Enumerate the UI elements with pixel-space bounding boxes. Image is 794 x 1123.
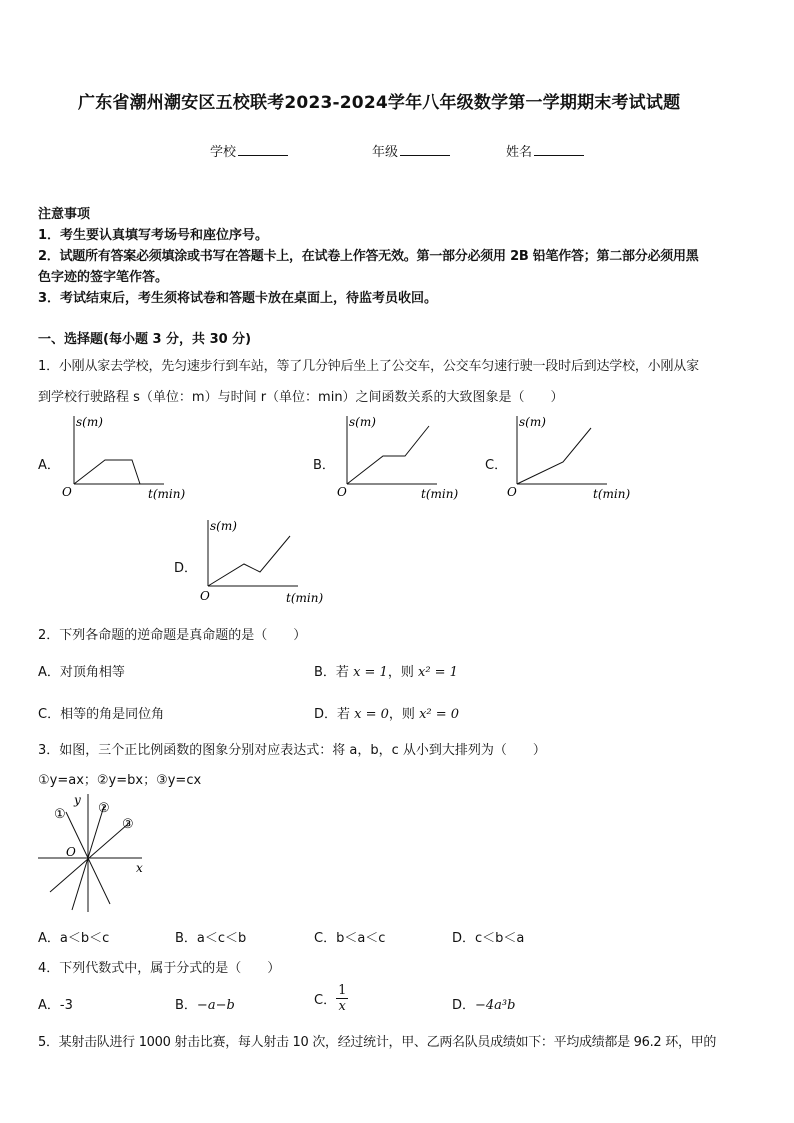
school-blank [238, 143, 288, 156]
section-heading: 一、选择题(每小题 3 分，共 30 分) [38, 332, 252, 347]
line-3-label: ③ [122, 817, 134, 832]
grade-blank [400, 143, 450, 156]
q3-stem: 3．如图，三个正比例函数的图象分别对应表达式：将 a，b，c 从小到大排列为（ ） [38, 743, 546, 758]
q4-option-b-letter: B． [175, 998, 197, 1013]
q2-option-d [314, 703, 459, 722]
line-2-label: ② [98, 801, 110, 816]
q2-option-b-mid: ，则 [387, 665, 414, 680]
notice-item: 3．考试结束后，考生须将试卷和答题卡放在桌面上，待监考员收回。 [38, 291, 438, 306]
q1-graph-a [60, 410, 190, 505]
q2-option-b-prefix: B．若 [314, 665, 349, 680]
y-axis-label: s(m) [519, 415, 546, 429]
q1-option-letter: A． [38, 458, 60, 473]
name-label: 姓名 [506, 145, 533, 160]
x-axis-label: t(min) [421, 487, 459, 501]
x-axis-label: x [136, 861, 143, 875]
notice-item: 色字迹的签字笔作答。 [38, 270, 169, 285]
q1-graph-b [333, 410, 463, 505]
q4-option-d-expr: −4a³b [475, 998, 516, 1013]
q2-stem: 2．下列各命题的逆命题是真命题的是（ ） [38, 628, 307, 643]
x-axis-label: t(min) [148, 487, 186, 501]
q3-option-d: D．c＜b＜a [452, 931, 525, 946]
x-axis-label: t(min) [286, 591, 324, 605]
q3-option-a: A．a＜b＜c [38, 931, 110, 946]
q4-option-c-fraction [336, 983, 348, 1014]
q2-option-c: C．相等的角是同位角 [38, 707, 165, 722]
y-axis-label: s(m) [76, 415, 103, 429]
q5-stem-line1: 5．某射击队进行 1000 射击比赛，每人射击 10 次，经过统计，甲、乙两名队员成绩如下：平均成绩都是 96.2 环，甲的 [38, 1035, 717, 1050]
fraction-numerator: 1 [338, 983, 347, 998]
notice-heading: 注意事项 [38, 207, 91, 222]
q1-option-letter: C． [485, 458, 508, 473]
school-label: 学校 [210, 145, 237, 160]
y-axis-label: y [74, 793, 81, 807]
name-field [506, 141, 584, 160]
q1-option-letter: B． [313, 458, 335, 473]
origin-label: O [62, 485, 72, 499]
q4-stem: 4．下列代数式中，属于分式的是（ ） [38, 961, 281, 976]
name-blank [534, 143, 584, 156]
q1-graph-c [503, 410, 633, 505]
q4-option-a: A．-3 [38, 998, 73, 1013]
q4-option-b-expr: −a−b [196, 998, 235, 1013]
origin-label: O [200, 589, 210, 603]
line-1-label: ① [54, 807, 66, 822]
q2-option-d-prefix: D．若 [314, 707, 351, 722]
origin-label: O [66, 845, 76, 859]
notice-item: 2．试题所有答案必须填涂或书写在答题卡上，在试卷上作答无效。第一部分必须用 2B 铅笔作答；第二部分必须用黑 [38, 249, 699, 264]
q2-option-d-mid: ，则 [388, 707, 415, 722]
q2-option-d-condition: x = 0 [354, 707, 389, 722]
q2-option-a: A．对顶角相等 [38, 665, 125, 680]
q2-option-b-result: x² = 1 [417, 665, 458, 680]
q1-graph-d [194, 514, 329, 609]
q4-option-c [314, 983, 348, 1014]
page-title: 广东省潮州潮安区五校联考2023-2024学年八年级数学第一学期期末考试试题 [78, 93, 681, 113]
q2-option-b [314, 661, 458, 680]
grade-field [372, 141, 450, 160]
notice-item: 1．考生要认真填写考场号和座位序号。 [38, 228, 269, 243]
q1-stem-line2: 到学校行驶路程 s（单位：m）与时间 r（单位：min）之间函数关系的大致图象是（ ） [38, 390, 564, 405]
q2-option-d-result: x² = 0 [419, 707, 460, 722]
grade-label: 年级 [372, 145, 399, 160]
y-axis-label: s(m) [210, 519, 237, 533]
q3-expressions: ①y=ax；②y=bx；③y=cx [38, 773, 202, 788]
fraction-denominator: x [338, 999, 346, 1014]
y-axis-label: s(m) [349, 415, 376, 429]
q4-option-c-letter: C． [314, 993, 337, 1008]
q3-option-c: C．b＜a＜c [314, 931, 386, 946]
q4-option-b [175, 994, 235, 1013]
origin-label: O [337, 485, 347, 499]
q4-option-d [452, 994, 515, 1013]
q1-option-letter: D． [174, 561, 198, 576]
q3-figure [30, 790, 160, 915]
q4-option-d-letter: D． [452, 998, 476, 1013]
school-field [210, 141, 288, 160]
x-axis-label: t(min) [593, 487, 631, 501]
q1-stem-line1: 1．小刚从家去学校，先匀速步行到车站，等了几分钟后坐上了公交车，公交车匀速行驶一段时后到达学校，小刚从家 [38, 359, 699, 374]
origin-label: O [507, 485, 517, 499]
q3-option-b: B．a＜c＜b [175, 931, 247, 946]
q2-option-b-condition: x = 1 [353, 665, 388, 680]
